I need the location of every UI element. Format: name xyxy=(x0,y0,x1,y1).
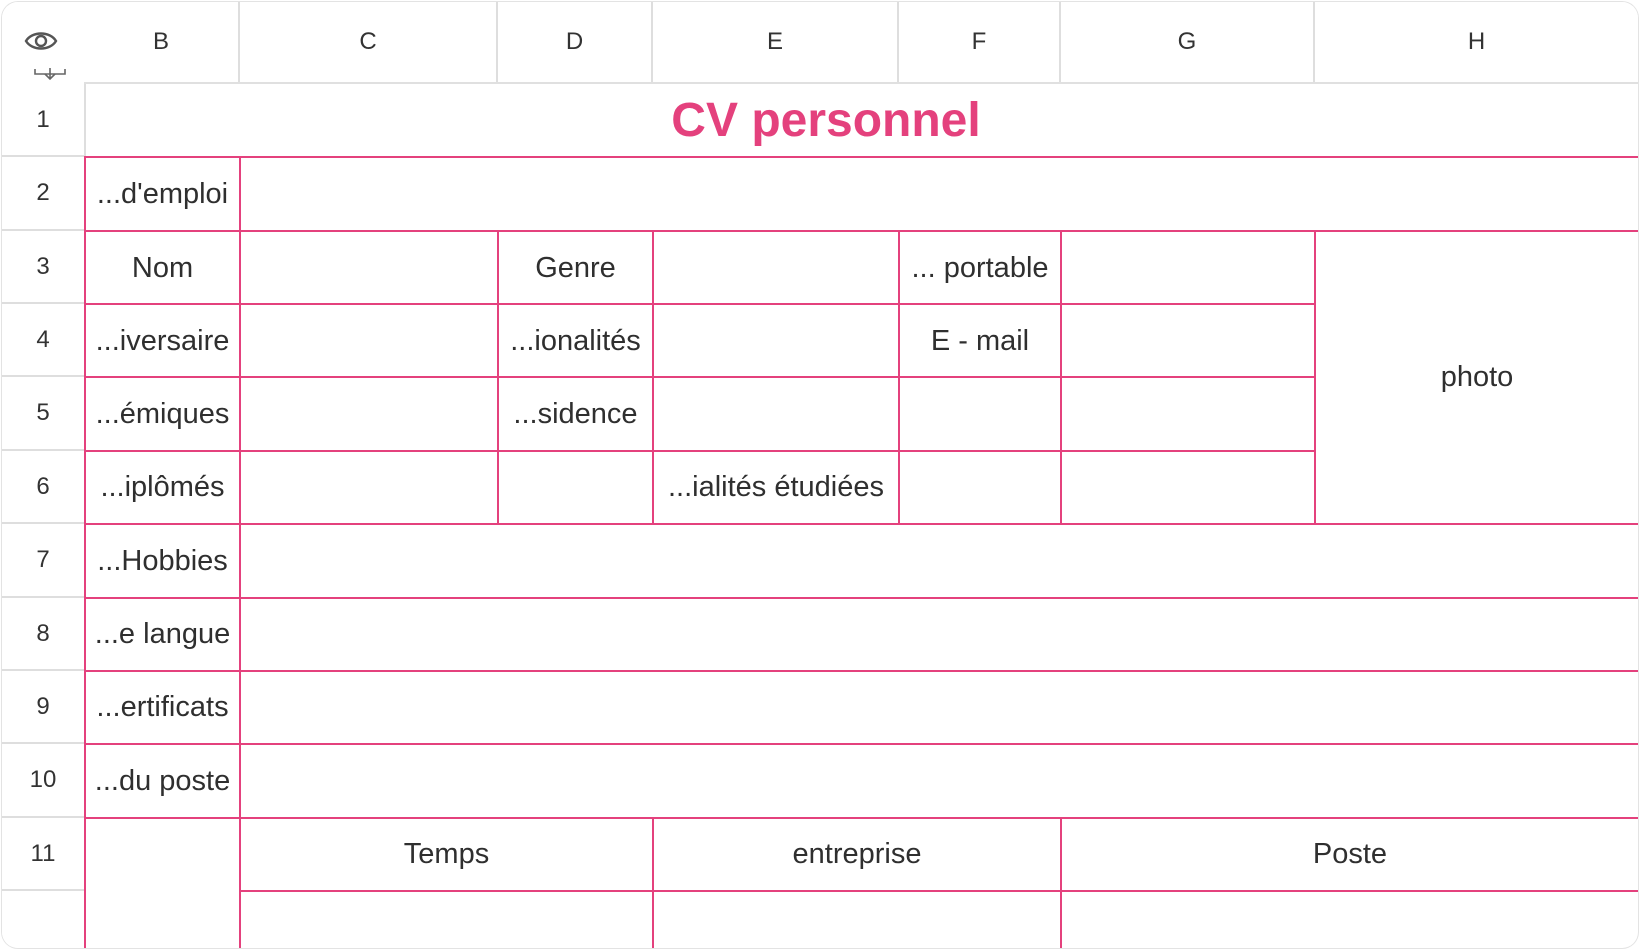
cell-b6[interactable]: ...iplômés xyxy=(100,471,225,503)
row-header-12[interactable] xyxy=(2,891,86,948)
row-header-11[interactable]: 11 xyxy=(2,818,86,891)
cell-g3[interactable] xyxy=(1062,232,1314,304)
cell-b9[interactable]: ...ertificats xyxy=(96,691,229,723)
row-header-7[interactable]: 7 xyxy=(2,524,86,598)
cell-b3[interactable]: Nom xyxy=(131,251,194,284)
sheet-title[interactable]: CV personnel xyxy=(671,94,981,147)
cell-c6[interactable] xyxy=(241,452,497,523)
cell-g5[interactable] xyxy=(1062,378,1314,450)
cell-c11[interactable]: Temps xyxy=(403,838,490,870)
cell-f6[interactable] xyxy=(900,452,1060,523)
column-header-e[interactable]: E xyxy=(653,2,899,84)
row-header-1[interactable]: 1 xyxy=(2,84,86,157)
column-header-c[interactable]: C xyxy=(240,2,498,84)
column-header-f[interactable]: F xyxy=(899,2,1061,84)
cell-f3[interactable]: ... portable xyxy=(911,251,1049,284)
row-header-5[interactable]: 5 xyxy=(2,377,86,451)
cell-c8[interactable] xyxy=(241,599,1638,670)
cell-g11[interactable]: Poste xyxy=(1312,838,1388,870)
cell-e6[interactable]: ...ialités étudiées xyxy=(667,471,884,503)
row-header-10[interactable]: 10 xyxy=(2,744,86,818)
cell-e11[interactable]: entreprise xyxy=(792,838,922,870)
cell-d3[interactable]: Genre xyxy=(535,251,616,284)
row-header-4[interactable]: 4 xyxy=(2,304,86,377)
cell-b10[interactable]: ...du poste xyxy=(94,764,231,797)
row-header-2[interactable]: 2 xyxy=(2,157,86,231)
column-header-h[interactable]: H xyxy=(1315,2,1638,84)
cell-f4[interactable]: E - mail xyxy=(930,324,1030,357)
cell-f5[interactable] xyxy=(900,378,1060,450)
column-header-d[interactable]: D xyxy=(498,2,653,84)
cell-d5[interactable]: ...sidence xyxy=(513,397,638,430)
cell-c3[interactable] xyxy=(241,232,497,304)
cell-e3[interactable] xyxy=(654,232,898,304)
cell-b8[interactable]: ...e langue xyxy=(94,618,231,650)
cell-e4[interactable] xyxy=(654,305,898,377)
cell-c5[interactable] xyxy=(241,378,497,450)
row-header-6[interactable]: 6 xyxy=(2,451,86,524)
cell-g6[interactable] xyxy=(1062,452,1314,523)
cell-b7[interactable]: ...Hobbies xyxy=(97,544,228,577)
cell-c4[interactable] xyxy=(241,305,497,377)
cell-c2[interactable] xyxy=(241,158,1638,231)
cell-c9[interactable] xyxy=(241,672,1638,743)
cell-d4[interactable]: ...ionalités xyxy=(510,324,641,357)
cell-g4[interactable] xyxy=(1062,305,1314,377)
cell-h3-photo[interactable]: photo xyxy=(1440,361,1514,393)
column-header-g[interactable]: G xyxy=(1061,2,1315,84)
cell-b4[interactable]: ...iversaire xyxy=(95,324,230,357)
cell-b11[interactable] xyxy=(86,819,239,948)
cell-e5[interactable] xyxy=(654,378,898,450)
cell-c7[interactable] xyxy=(241,525,1638,597)
row-header-3[interactable]: 3 xyxy=(2,231,86,304)
header-corner xyxy=(2,2,86,84)
border-h-row12-top xyxy=(240,890,1638,892)
row-header-9[interactable]: 9 xyxy=(2,671,86,744)
cell-d6[interactable] xyxy=(499,452,652,523)
spreadsheet-window xyxy=(2,2,1638,948)
row-header-8[interactable]: 8 xyxy=(2,598,86,671)
column-header-b[interactable]: B xyxy=(84,2,240,84)
eye-icon[interactable] xyxy=(24,28,58,54)
cell-b5[interactable]: ...émiques xyxy=(95,397,230,430)
cell-c10[interactable] xyxy=(241,745,1638,817)
cell-b2[interactable]: ...d'emploi xyxy=(96,178,229,210)
